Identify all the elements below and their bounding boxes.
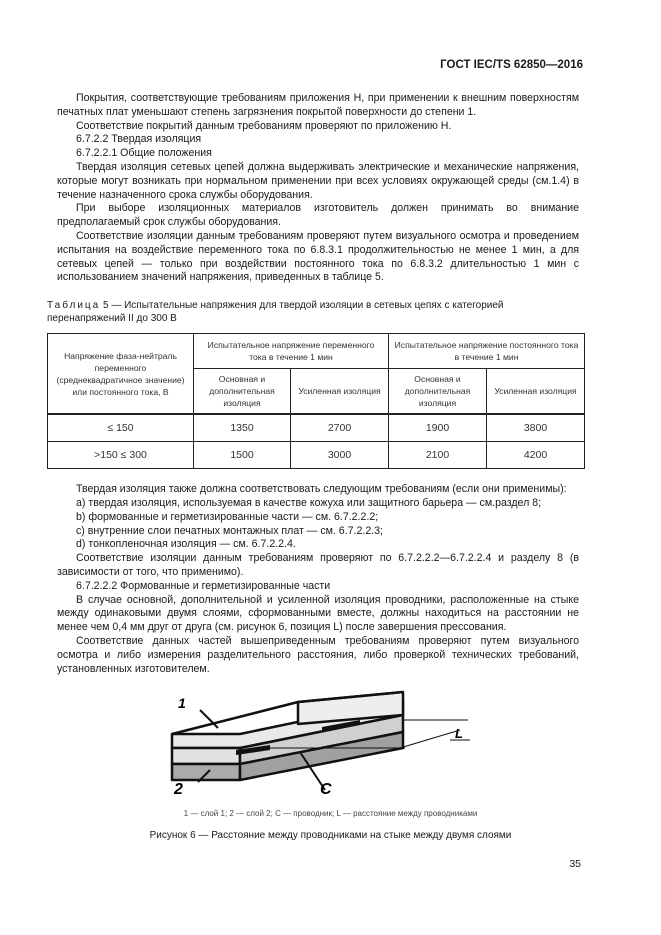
paragraph: Твердая изоляция сетевых цепей должна выдерживать электрические и механические напряжения, которые могут возникать при нормальном применении при всех условиях окружающей среды (см.1.4) в течение назначенного срока службы оборудования.	[57, 160, 579, 201]
body-text-top	[57, 92, 579, 285]
paragraph: Соответствие изоляции данным требованиям проверяют путем визуального осмотра и проведением испытания на воздействие переменного тока по 6.8.3.1 продолжительностью не менее 1 мин, а для сетевых цепей — только при воздействии постоянного тока по 6.8.3.2 длительностью 1 мин с использованием значений напряжения, приведенных в таблице 5.	[57, 229, 579, 284]
list-item: a) твердая изоляция, используемая в качестве кожуха или защитного барьера — см.раздел 8;	[76, 496, 542, 509]
body-text-bottom	[57, 483, 579, 676]
layers-figure	[160, 690, 480, 800]
table-cell: 1500	[194, 442, 291, 469]
header-dc-group: Испытательное напряжение постоянного тока в течение 1 мин	[389, 334, 585, 369]
paragraph: Твердая изоляция также должна соответствовать следующим требованиям (если они применимы):	[76, 483, 567, 496]
header-sub: Усиленная изоляция	[487, 369, 585, 415]
section-heading: 6.7.2.2.2 Формованные и герметизированные части	[76, 579, 331, 592]
page-number: 35	[569, 858, 581, 871]
document-header: ГОСТ IEC/TS 62850—2016	[440, 59, 583, 71]
paragraph: В случае основной, дополнительной и усиленной изоляция проводники, расположенные на стыке между одинаковыми двумя слоями, сформованными вместе, должны находиться на расстоянии не менее чем 0,4 мм друг от друга (см. рисунок 6, позиция L) после завершения прессования.	[57, 593, 579, 634]
header-sub: Основная и дополнительная изоляция	[194, 369, 291, 415]
table-cell: >150 ≤ 300	[48, 442, 194, 469]
header-ac-group: Испытательное напряжение переменного тока в течение 1 мин	[194, 334, 389, 369]
table-cell: 3000	[291, 442, 389, 469]
paragraph: Покрытия, соответствующие требованиям приложения Н, при применении к внешним поверхностям печатных плат уменьшают степень загрязнения покрытой поверхности до степени 1.	[57, 92, 579, 118]
figure-legend: 1 — слой 1; 2 — слой 2; C — проводник; L — расстояние между проводниками	[183, 809, 478, 819]
table-cell: 3800	[487, 414, 585, 442]
label-layer1: 1	[178, 695, 186, 712]
section-heading: 6.7.2.2.1 Общие положения	[76, 147, 212, 160]
label-conductor: C	[320, 781, 332, 799]
list-item: d) тонкопленочная изоляция — см. 6.7.2.2.4.	[76, 538, 296, 551]
paragraph: При выборе изоляционных материалов изготовитель должен принимать во внимание предполагаемый срок службы оборудования.	[57, 202, 579, 229]
label-layer2: 2	[174, 781, 183, 799]
table-title: 5 — Испытательные напряжения для твердой изоляции в сетевых цепях с категорией перенапряжений II до 300 В	[47, 300, 504, 325]
table-label: Таблица	[47, 300, 101, 312]
table-cell: 4200	[487, 442, 585, 469]
table-cell: ≤ 150	[48, 414, 194, 442]
header-sub: Основная и дополнительная изоляция	[389, 369, 487, 415]
table-row	[48, 442, 585, 469]
paragraph: Соответствие изоляции данным требованиям проверяют по 6.7.2.2.2—6.7.2.2.4 и разделу 8 (в зависимости от того, что применимо).	[57, 552, 579, 578]
test-voltage-table	[47, 333, 585, 469]
layer1-front	[172, 748, 240, 764]
section-heading: 6.7.2.2 Твердая изоляция	[76, 133, 202, 146]
table-cell: 2100	[389, 442, 487, 469]
layer2-front	[172, 764, 240, 780]
figure-container	[160, 690, 480, 800]
header-voltage: Напряжение фаза-нейтраль переменного (среднеквадратичное значение) или постоянного тока, В	[48, 334, 194, 415]
paragraph: Соответствие покрытий данным требованиям проверяют по приложению Н.	[76, 119, 452, 132]
table-cell: 1900	[389, 414, 487, 442]
label-distance: L	[455, 726, 463, 742]
paragraph: Соответствие данных частей вышеприведенным требованиям проверяют путем визуального осмотра и либо измерения разделительного расстояния, либо проверкой технических требований, установленных изготовителем.	[57, 634, 579, 675]
table-cell: 1350	[194, 414, 291, 442]
table-row	[48, 414, 585, 442]
list-item: c) внутренние слои печатных монтажных плат — см. 6.7.2.2.3;	[76, 524, 383, 537]
header-sub: Усиленная изоляция	[291, 369, 389, 415]
figure-caption: Рисунок 6 — Расстояние между проводниками на стыке между двумя слоями	[149, 830, 512, 842]
table-caption	[47, 299, 584, 325]
list-item: b) формованные и герметизированные части — см. 6.7.2.2.2;	[76, 510, 379, 523]
table-cell: 2700	[291, 414, 389, 442]
